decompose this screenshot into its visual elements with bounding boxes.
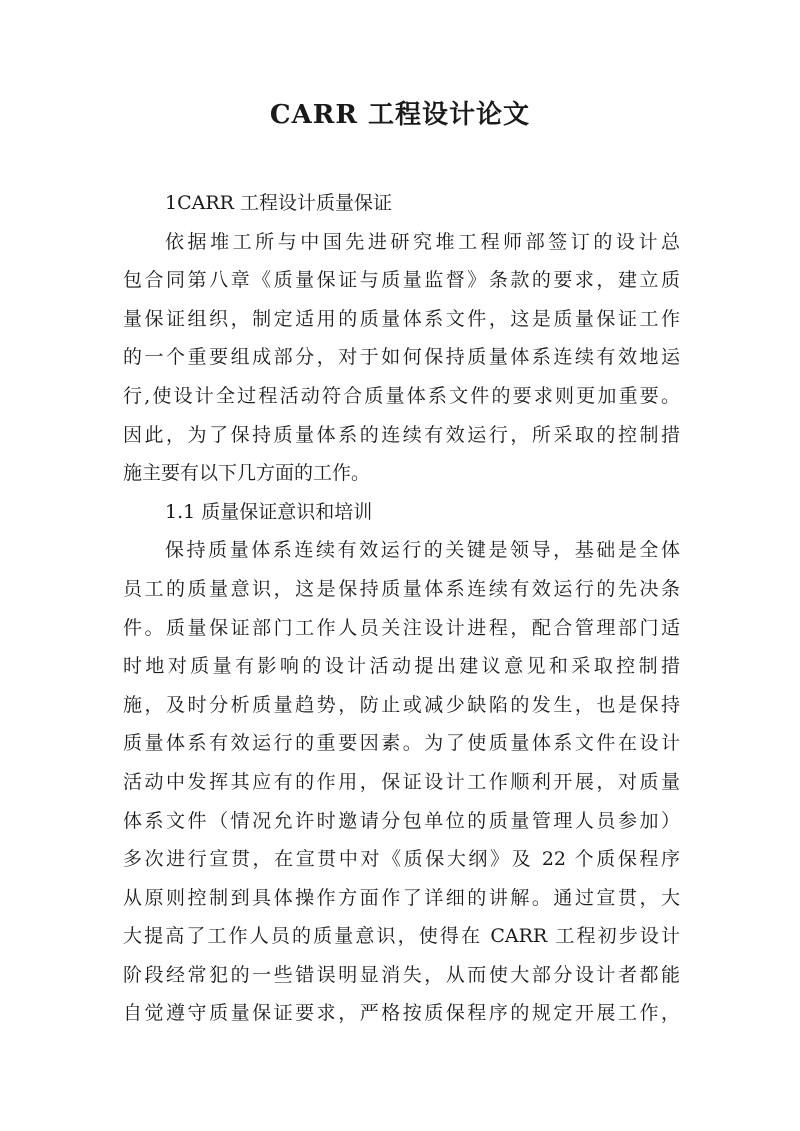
- paragraph-line: 自觉遵守质量保证要求，严格按质保程序的规定开展工作，: [123, 1002, 680, 1025]
- document-body: [123, 184, 680, 1033]
- paragraph-line: 质量体系有效运行的重要因素。为了使质量体系文件在设计: [123, 732, 680, 755]
- section-heading: 1CARR 工程设计质量保证: [165, 192, 392, 214]
- paragraph-line: 因此，为了保持质量体系的连续有效运行，所采取的控制措: [123, 423, 680, 446]
- document-title: CARR 工程设计论文: [269, 100, 531, 130]
- paragraph-line: 活动中发挥其应有的作用，保证设计工作顺利开展，对质量: [123, 770, 680, 793]
- subsection-heading: 1.1 质量保证意识和培训: [165, 500, 373, 523]
- paragraph-line: 的一个重要组成部分，对于如何保持质量体系连续有效地运: [123, 346, 680, 369]
- paragraph-line: 件。质量保证部门工作人员关注设计进程，配合管理部门适: [123, 616, 680, 639]
- paragraph-line: 量保证组织，制定适用的质量体系文件，这是质量保证工作: [123, 307, 680, 330]
- paragraph-line: 施主要有以下几方面的工作。: [123, 462, 371, 485]
- paragraph-line: 包合同第八章《质量保证与质量监督》条款的要求，建立质: [123, 269, 680, 292]
- paragraph-line: 时地对质量有影响的设计活动提出建议意见和采取控制措: [123, 655, 680, 678]
- paragraph-line: 多次进行宣贯，在宣贯中对《质保大纲》及 22 个质保程序: [123, 848, 680, 871]
- paragraph-line: 从原则控制到具体操作方面作了详细的讲解。通过宣贯，大: [123, 886, 680, 909]
- paragraph-line: 行,使设计全过程活动符合质量体系文件的要求则更加重要。: [123, 384, 680, 407]
- paragraph-line: 保持质量体系连续有效运行的关键是领导，基础是全体: [165, 539, 680, 562]
- paragraph-line: 施，及时分析质量趋势，防止或减少缺陷的发生，也是保持: [123, 693, 680, 716]
- paragraph-line: 员工的质量意识，这是保持质量体系连续有效运行的先决条: [123, 577, 680, 600]
- paragraph-line: 体系文件（情况允许时邀请分包单位的质量管理人员参加）: [123, 809, 680, 832]
- paragraph-line: 大提高了工作人员的质量意识，使得在 CARR 工程初步设计: [123, 925, 680, 948]
- paragraph-line: 依据堆工所与中国先进研究堆工程师部签订的设计总: [165, 230, 680, 253]
- paragraph-line: 阶段经常犯的一些错误明显消失，从而使大部分设计者都能: [123, 963, 680, 986]
